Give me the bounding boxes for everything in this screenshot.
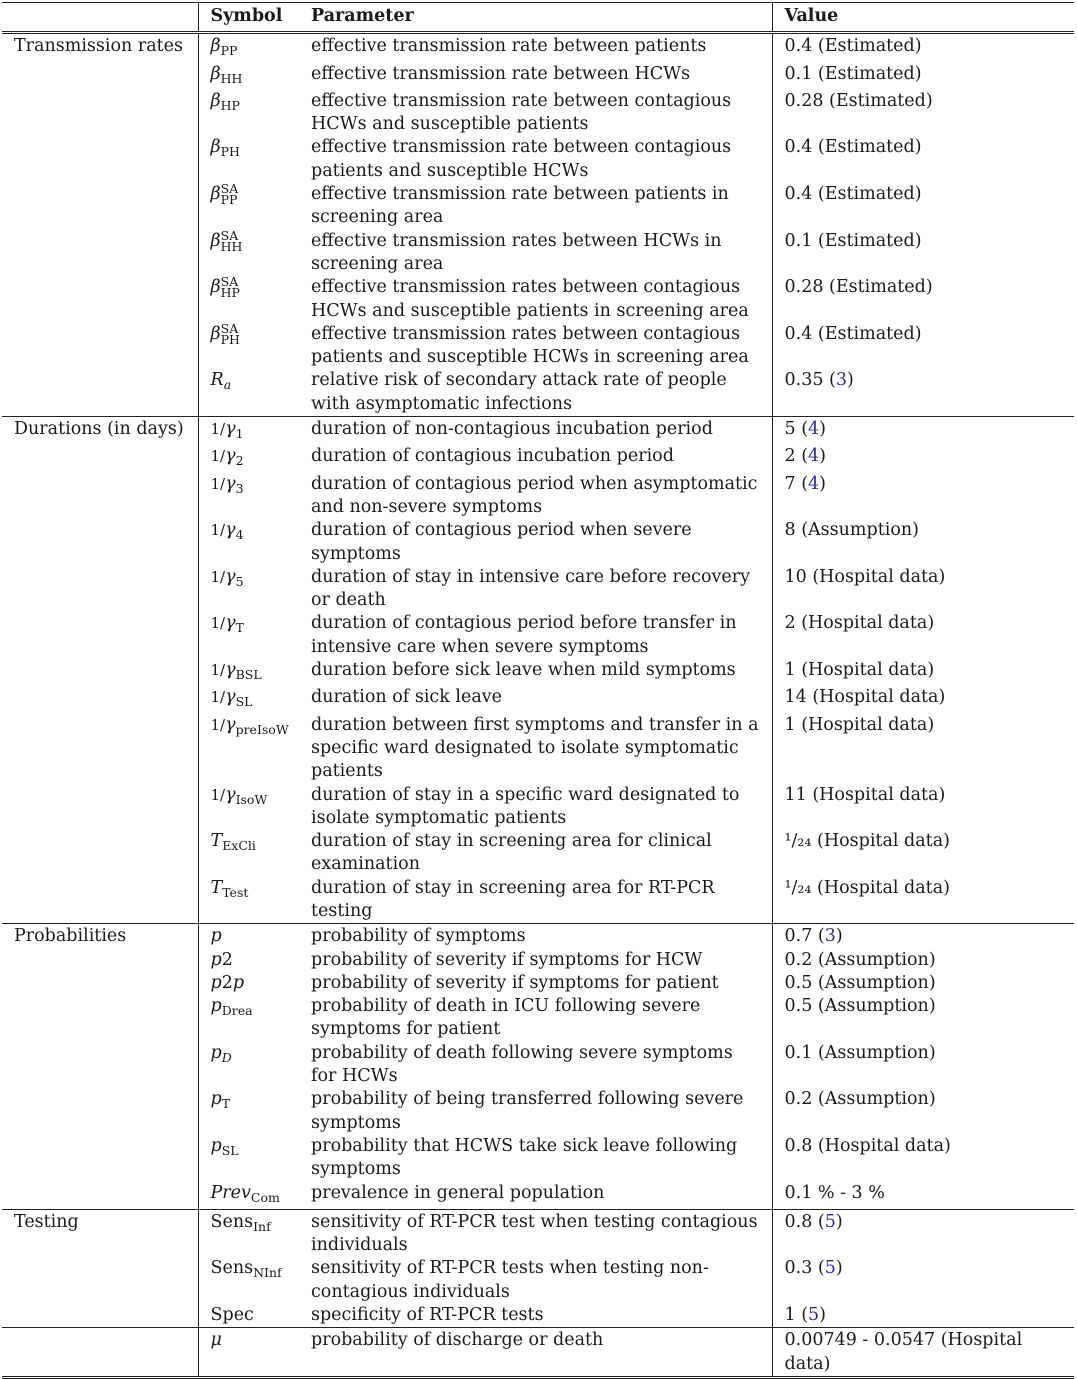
symbol-cell: [198, 1042, 299, 1089]
symbol-supsub: [220, 320, 240, 347]
parameter-cell: duration of stay in screening area for clinical examination: [311, 831, 712, 875]
value-text-end: ): [835, 926, 843, 947]
parameter-cell: prevalence in general population: [311, 1182, 605, 1203]
symbol-cell: [198, 1257, 299, 1304]
value-text: 0.8 (Hospital data): [784, 1135, 951, 1156]
group-label: Probabilities: [2, 924, 198, 1210]
parameter-cell: duration of contagious period before transfer in intensive care when severe symptoms: [311, 613, 737, 657]
value-text: 2 (Hospital data): [784, 613, 935, 634]
value-cell: [772, 1304, 1074, 1328]
value-cell: [772, 1135, 1074, 1182]
symbol-subscript: Inf: [253, 1218, 271, 1234]
symbol-main: p: [210, 1135, 222, 1156]
parameter-cell: probability of severity if symptoms for patient: [311, 972, 719, 993]
value-text: ¹/₂₄ (Hospital data): [784, 831, 950, 852]
symbol-fraction: 1/: [210, 521, 226, 540]
symbol-subscript: HP: [220, 97, 240, 113]
symbol-cell: [198, 1135, 299, 1182]
symbol-main: β: [210, 323, 221, 344]
group-label: Durations (in days): [2, 417, 198, 924]
table-row: [2, 417, 1074, 446]
parameter-cell: effective transmission rate between contagious HCWs and susceptible patients: [311, 90, 732, 135]
symbol-main: R: [210, 370, 224, 391]
value-text-end: ): [835, 1211, 843, 1232]
parameter-cell: duration of stay in intensive care before recovery or death: [311, 566, 751, 611]
symbol-fraction: 1/: [210, 715, 226, 734]
parameter-table: [2, 2, 1074, 1379]
parameter-cell: effective transmission rate between contagious patients and susceptible HCWs: [311, 137, 732, 181]
symbol-subscript: ExCli: [222, 838, 256, 854]
symbol-subscript: 5: [235, 573, 244, 589]
symbol-supsub: [220, 227, 243, 254]
value-cell: [772, 612, 1074, 659]
symbol-subscript: PP: [220, 192, 238, 208]
symbol-subscript: preIsoW: [235, 721, 289, 737]
value-text: 11 (Hospital data): [784, 784, 946, 805]
value-text: 1 (: [784, 1305, 809, 1326]
symbol-fraction: 1/: [210, 447, 226, 466]
symbol-main: β: [210, 90, 221, 111]
reference-link: 3: [824, 926, 836, 947]
value-text: 0.35 (: [784, 370, 836, 391]
symbol-subscript: T: [235, 620, 244, 636]
reference-link: 4: [808, 419, 820, 440]
symbol-subscript: SL: [235, 694, 253, 710]
symbol-subscript: Drea: [221, 1003, 253, 1019]
value-cell: [772, 1328, 1074, 1378]
symbol-main: γ: [225, 714, 236, 735]
symbol-cell: [198, 417, 299, 446]
value-text: 0.7 (: [784, 926, 825, 947]
value-cell: [772, 276, 1074, 323]
value-text: 0.4 (Estimated): [784, 184, 922, 205]
symbol-cell: [198, 90, 299, 137]
symbol-main: T: [210, 877, 223, 898]
symbol-main: Prev: [210, 1182, 251, 1203]
symbol-cell: [198, 995, 299, 1042]
symbol-main: γ: [225, 419, 236, 440]
value-text: 2 (: [784, 446, 809, 467]
table-body: [2, 33, 1074, 1378]
parameter-cell: sensitivity of RT-PCR test when testing contagious individuals: [299, 1209, 772, 1257]
group-label: [2, 1328, 198, 1378]
table-row: [2, 1209, 1074, 1257]
symbol-cell: [198, 519, 299, 566]
reference-link: 5: [824, 1258, 836, 1279]
value-text: 5 (: [784, 419, 809, 440]
symbol-main: γ: [225, 687, 236, 708]
symbol-cell: [198, 369, 299, 416]
symbol-subscript: a: [223, 377, 232, 393]
parameter-cell: probability of being transferred following severe symptoms: [311, 1089, 744, 1133]
value-cell: [772, 1042, 1074, 1089]
symbol-superscript: SA: [220, 274, 239, 290]
value-cell: [772, 90, 1074, 137]
symbol-cell: [198, 1088, 299, 1135]
table-header-row: [2, 3, 1074, 33]
value-cell: [772, 136, 1074, 183]
symbol-cell: [198, 877, 299, 924]
parameter-cell: effective transmission rate between HCWs: [311, 63, 691, 84]
symbol-subscript: 2: [235, 453, 244, 469]
value-text: 0.4 (Estimated): [784, 137, 922, 158]
reference-link: 4: [808, 473, 820, 494]
header-group: [2, 3, 198, 33]
parameter-cell: duration of sick leave: [311, 687, 503, 708]
symbol-main: γ: [225, 520, 236, 541]
value-text: 1 (Hospital data): [784, 660, 935, 681]
parameter-cell: probability of severity if symptoms for HCW: [311, 949, 703, 970]
symbol-main: γ: [225, 660, 236, 681]
value-text: 7 (: [784, 473, 809, 494]
value-text: 1 (Hospital data): [784, 714, 935, 735]
symbol-subscript: T: [221, 1096, 231, 1112]
symbol-cell: [198, 276, 299, 323]
symbol-main: T: [210, 831, 223, 852]
value-text-end: ): [819, 446, 826, 467]
symbol-subscript: NInf: [253, 1265, 282, 1281]
value-cell: [772, 566, 1074, 613]
symbol-subscript: IsoW: [235, 791, 268, 807]
value-text: 0.28 (Estimated): [784, 277, 933, 298]
value-text-end: ): [819, 1305, 826, 1326]
parameter-cell: duration of stay in a specific ward designated to isolate symptomatic patients: [311, 784, 740, 828]
symbol-cell: [198, 1209, 299, 1257]
header-value: Value: [772, 3, 1074, 33]
parameter-cell: probability of discharge or death: [299, 1328, 772, 1378]
value-cell: [772, 949, 1074, 972]
table-row: [2, 1328, 1074, 1378]
value-cell: [772, 417, 1074, 446]
symbol-cell: [198, 830, 299, 877]
group-label: Transmission rates: [2, 33, 198, 417]
symbol-cell: [198, 659, 299, 686]
symbol-cell: [198, 714, 299, 784]
symbol-fraction: 1/: [210, 567, 226, 586]
symbol-subscript: PP: [220, 43, 238, 59]
symbol-cell: [198, 972, 299, 995]
value-cell: [772, 830, 1074, 877]
value-text: 0.1 (Estimated): [784, 63, 922, 84]
symbol-main: β: [210, 184, 221, 205]
value-text: 0.1 (Estimated): [784, 230, 922, 251]
symbol-fraction: 1/: [210, 474, 226, 493]
symbol-main: γ: [225, 784, 236, 805]
parameter-cell: duration of stay in screening area for RT-PCR testing: [311, 877, 715, 921]
symbol-subscript: 3: [235, 480, 244, 496]
reference-link: 3: [835, 370, 847, 391]
header-parameter: Parameter: [311, 6, 414, 26]
value-cell: [772, 924, 1074, 949]
symbol-cell: [198, 473, 299, 520]
symbol-main: β: [210, 63, 221, 84]
value-cell: [772, 1088, 1074, 1135]
symbol-cell: [198, 63, 299, 90]
value-cell: [772, 323, 1074, 370]
symbol-subscript: HP: [220, 285, 240, 301]
parameter-cell: sensitivity of RT-PCR tests when testing non-contagious individuals: [311, 1258, 709, 1302]
symbol-plain: Sens: [210, 1211, 254, 1232]
parameter-cell: duration of non-contagious incubation period: [299, 417, 772, 446]
value-text-end: ): [819, 419, 826, 440]
value-cell: [772, 659, 1074, 686]
symbol-plain: 2: [221, 949, 233, 970]
symbol-superscript: SA: [220, 227, 239, 243]
symbol-subscript: D: [221, 1049, 232, 1065]
parameter-cell: duration before sick leave when mild symptoms: [311, 660, 736, 681]
value-cell: [772, 230, 1074, 277]
value-text: 0.8 (: [784, 1211, 825, 1232]
symbol-superscript: SA: [220, 320, 239, 336]
symbol-cell: [198, 1304, 299, 1328]
symbol-main: p: [210, 996, 222, 1017]
symbol-cell: [198, 227, 299, 277]
symbol-subscript: BSL: [235, 667, 262, 683]
value-cell: [772, 784, 1074, 831]
symbol-main: p: [210, 1089, 222, 1110]
symbol-cell: [198, 686, 299, 713]
value-text: 0.3 (: [784, 1258, 825, 1279]
symbol-fraction: 1/: [210, 688, 226, 707]
symbol-main: β: [210, 137, 221, 158]
symbol-cell: [198, 949, 299, 972]
parameter-cell: effective transmission rates between contagious patients and susceptible HCWs in screening area: [311, 323, 749, 368]
symbol-cell: [198, 136, 299, 183]
value-text: 14 (Hospital data): [784, 687, 946, 708]
value-cell: [772, 686, 1074, 713]
value-cell: [772, 519, 1074, 566]
symbol-cell: [198, 924, 299, 949]
value-text: 0.4 (Estimated): [784, 323, 922, 344]
symbol-plain: Spec: [210, 1305, 254, 1326]
value-cell: [772, 63, 1074, 90]
value-text: 0.1 % - 3 %: [784, 1182, 885, 1203]
symbol-subscript: 4: [235, 527, 244, 543]
value-text: ¹/₂₄ (Hospital data): [784, 877, 950, 898]
value-text: 0.4 (Estimated): [784, 36, 922, 57]
parameter-cell: effective transmission rates between contagious HCWs and susceptible patients in screening area: [311, 277, 749, 321]
symbol-supsub: [220, 181, 239, 208]
symbol-plain: Sens: [210, 1258, 254, 1279]
value-text: 0.00749 - 0.0547 (Hospital data): [784, 1330, 1023, 1374]
value-text-end: ): [847, 370, 854, 391]
table-row: [2, 33, 1074, 63]
value-cell: [772, 445, 1074, 472]
symbol-plain: 2: [221, 972, 233, 993]
symbol-subscript: PH: [220, 331, 240, 347]
value-cell: [772, 183, 1074, 230]
group-label: Testing: [2, 1209, 198, 1327]
symbol-main: β: [210, 36, 221, 57]
parameter-cell: duration of contagious incubation period: [311, 446, 674, 467]
symbol-main: p: [210, 1042, 222, 1063]
reference-link: 5: [824, 1211, 836, 1232]
symbol-cell: [198, 1328, 299, 1378]
value-text: 0.2 (Assumption): [784, 1089, 936, 1110]
value-text-end: ): [819, 473, 826, 494]
value-cell: [772, 1182, 1074, 1210]
parameter-cell: duration between first symptoms and transfer in a specific ward designated to isolate symptomatic patients: [311, 714, 759, 782]
reference-link: 4: [808, 446, 820, 467]
value-cell: [772, 877, 1074, 924]
table-row: [2, 924, 1074, 949]
symbol-main: p: [210, 949, 222, 970]
symbol-cell: [198, 183, 299, 230]
value-text-end: ): [835, 1258, 843, 1279]
symbol-cell: [198, 1182, 299, 1210]
parameter-cell: duration of contagious period when asymptomatic and non-severe symptoms: [311, 473, 758, 517]
symbol-cell: [198, 612, 299, 659]
value-text: 0.5 (Assumption): [784, 996, 936, 1017]
value-cell: [772, 33, 1074, 63]
symbol-subscript: Test: [222, 884, 249, 900]
parameter-cell: probability of symptoms: [299, 924, 772, 949]
value-cell: [772, 473, 1074, 520]
parameter-cell: relative risk of secondary attack rate of people with asymptomatic infections: [311, 370, 727, 414]
symbol-main: p: [210, 926, 222, 947]
symbol-cell: [198, 784, 299, 831]
symbol-fraction: 1/: [210, 661, 226, 680]
parameter-cell: duration of contagious period when severe symptoms: [311, 520, 692, 564]
value-cell: [772, 1257, 1074, 1304]
symbol-second: p: [232, 972, 245, 993]
value-text: 0.1 (Assumption): [784, 1042, 936, 1063]
value-cell: [772, 369, 1074, 416]
value-text: 8 (Assumption): [784, 520, 919, 541]
symbol-main: β: [210, 230, 221, 251]
symbol-cell: [198, 445, 299, 472]
parameter-cell: specificity of RT-PCR tests: [311, 1305, 544, 1326]
symbol-supsub: [220, 274, 240, 301]
symbol-main: γ: [225, 473, 236, 494]
symbol-cell: [198, 320, 299, 370]
value-cell: [772, 1209, 1074, 1257]
symbol-fraction: 1/: [210, 420, 226, 439]
symbol-main: γ: [225, 613, 236, 634]
symbol-subscript: PH: [220, 144, 240, 160]
symbol-superscript: SA: [220, 181, 239, 197]
value-cell: [772, 972, 1074, 995]
symbol-cell: [198, 33, 299, 63]
symbol-main: μ: [210, 1330, 222, 1351]
value-text: 0.28 (Estimated): [784, 90, 933, 111]
value-text: 10 (Hospital data): [784, 566, 946, 587]
parameter-cell: effective transmission rates between HCWs in screening area: [311, 230, 722, 274]
symbol-subscript: SL: [221, 1142, 239, 1158]
parameter-cell: probability of death following severe symptoms for HCWs: [311, 1042, 733, 1087]
symbol-fraction: 1/: [210, 614, 226, 633]
parameter-cell: effective transmission rate between patients: [299, 33, 772, 63]
value-cell: [772, 995, 1074, 1042]
symbol-main: p: [210, 972, 222, 993]
value-text: 0.2 (Assumption): [784, 949, 936, 970]
symbol-subscript: HH: [220, 70, 243, 86]
reference-link: 5: [808, 1305, 820, 1326]
parameter-cell: probability of death in ICU following severe symptoms for patient: [311, 996, 701, 1040]
symbol-subscript: 1: [235, 426, 244, 442]
symbol-main: γ: [225, 566, 236, 587]
symbol-fraction: 1/: [210, 785, 226, 804]
value-cell: [772, 714, 1074, 784]
symbol-cell: [198, 566, 299, 613]
header-symbol: Symbol: [198, 3, 299, 33]
symbol-main: γ: [225, 446, 236, 467]
value-text: 0.5 (Assumption): [784, 972, 936, 993]
symbol-subscript: Com: [250, 1189, 280, 1205]
symbol-subscript: HH: [220, 238, 243, 254]
parameter-cell: effective transmission rate between patients in screening area: [311, 184, 729, 228]
symbol-main: β: [210, 277, 221, 298]
parameter-cell: probability that HCWS take sick leave following symptoms: [311, 1135, 738, 1180]
